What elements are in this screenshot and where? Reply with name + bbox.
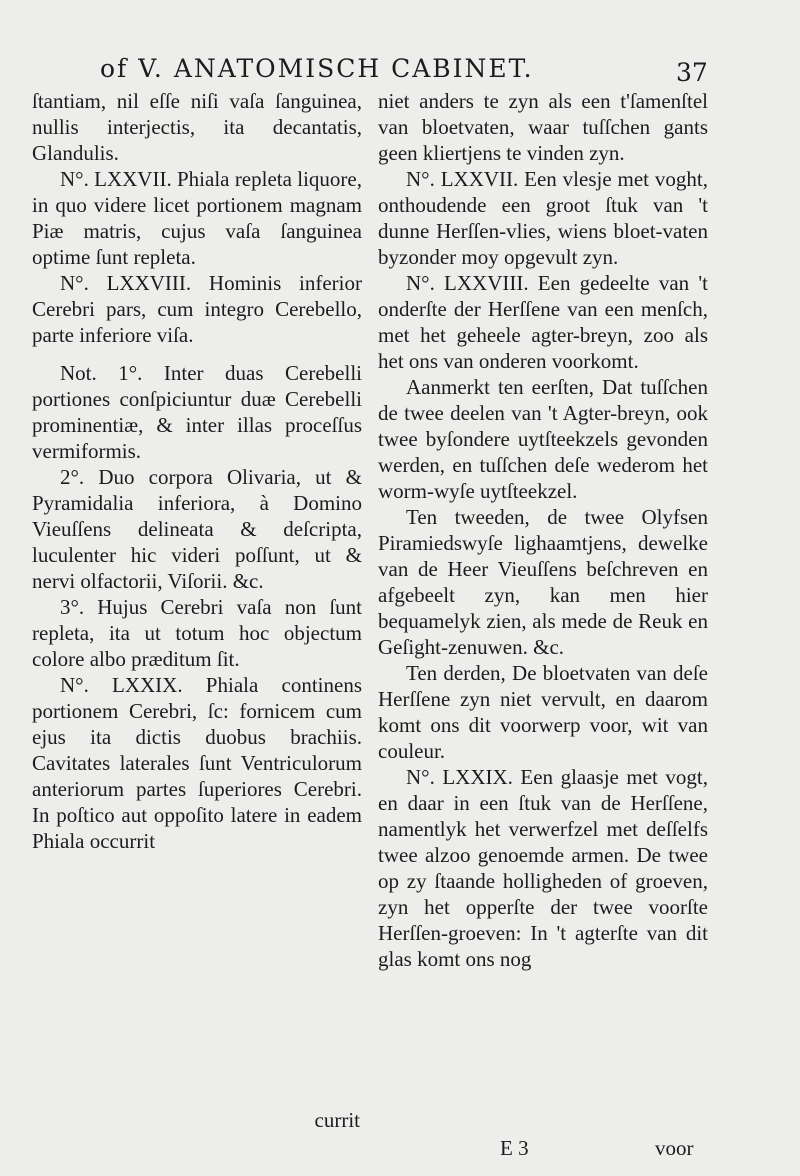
dutch-paragraph: niet anders te zyn als een t'ſamenſtel van bloetvaten, waar tuſſchen gants geen kliertjens te vinden zyn. <box>378 89 708 165</box>
dutch-paragraph: N°. LXXVII. Een vlesje met voght, onthoudende een groot ſtuk van 't dunne Herſſen-vlies, wiens bloet-vaten byzonder moy opgevult zyn. <box>378 167 708 269</box>
latin-paragraph: N°. LXXVIII. Hominis inferior Cerebri pars, cum integro Cerebello, parte inferiore viſa. <box>32 271 362 347</box>
dutch-column <box>378 88 708 972</box>
dutch-paragraph: N°. LXXIX. Een glaasje met vogt, en daar in een ſtuk van de Herſſene, namentlyk het verwerfzel met deſſelfs twee alzoo genoemde armen. De twee op zy ſtaande holligheden of groeven, zyn het opperſte der twee voorſte Herſſen-groeven: In 't agterſte van dit glas komt ons nog <box>378 765 708 971</box>
signature-mark: E 3 <box>500 1136 529 1160</box>
dutch-paragraph: Ten derden, De bloetvaten van deſe Herſſene zyn niet vervult, en daarom komt ons dit voorwerp voor, wit van couleur. <box>378 661 708 763</box>
page-number: 37 <box>676 58 708 87</box>
latin-paragraph: N°. LXXIX. Phiala continens portionem Cerebri, ſc: fornicem cum ejus ita dictis duobus brachiis. Cavitates laterales ſunt Ventriculorum anteriorum partes ſuperiores Cerebri. In poſtico aut oppoſito latere in eadem Phiala occurrit <box>32 673 362 853</box>
latin-paragraph: 2°. Duo corpora Olivaria, ut & Pyramidalia inferiora, à Domino Vieuſſens delineata & deſcripta, luculenter hic videri poſſunt, ut & nervi olfactorii, Viſorii. &c. <box>32 465 362 593</box>
latin-paragraph: ſtantiam, nil eſſe niſi vaſa ſanguinea, nullis interjectis, ita decantatis, Glandulis. <box>32 89 362 165</box>
dutch-paragraph: N°. LXXVIII. Een gedeelte van 't onderſte der Herſſene van een menſch, met het geheele agter-breyn, zoo als het ons van onderen voorkomt. <box>378 271 708 373</box>
catchword-right: voor <box>655 1136 694 1160</box>
dutch-paragraph: Ten tweeden, de twee Olyfsen Piramiedswyſe lighaamtjens, dewelke van de Heer Vieuſſens beſchreven en afgebeelt zyn, kan men hier bequamelyk zien, als mede de Reuk en Geſight-zenuwen. &c. <box>378 505 708 659</box>
latin-paragraph: 3°. Hujus Cerebri vaſa non ſunt repleta, ita ut totum hoc objectum colore albo præditum ſit. <box>32 595 362 671</box>
running-head: of V. ANATOMISCH CABINET. <box>100 54 534 83</box>
dutch-paragraph: Aanmerkt ten eerſten, Dat tuſſchen de twee deelen van 't Agter-breyn, ook twee byſondere uytſteekzels gevonden werden, en tuſſchen deſe wederom het worm-wyſe uytſteekzel. <box>378 375 708 503</box>
catchword-left: currit <box>314 1108 360 1132</box>
latin-paragraph: N°. LXXVII. Phiala repleta liquore, in quo videre licet portionem magnam Piæ matris, cujus vaſa ſanguinea optime ſunt repleta. <box>32 167 362 269</box>
latin-paragraph: Not. 1°. Inter duas Cerebelli portiones conſpiciuntur duæ Cerebelli prominentiæ, & inter illas proceſſus vermiformis. <box>32 361 362 463</box>
latin-column <box>32 88 362 854</box>
